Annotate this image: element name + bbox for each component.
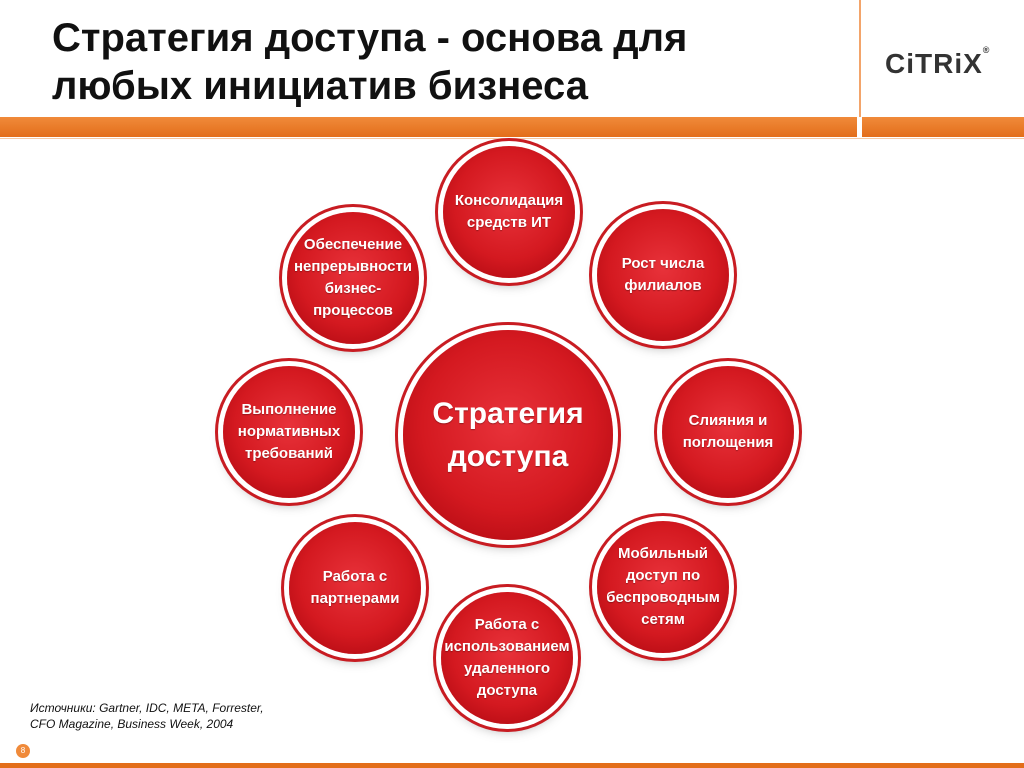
node-branch-growth bbox=[597, 209, 729, 341]
node-label: Работа с партнерами bbox=[310, 568, 400, 607]
node-label: Слияния и поглощения bbox=[682, 412, 774, 451]
center-circle bbox=[403, 330, 613, 540]
node-label: Консолидация средств ИТ bbox=[454, 192, 564, 231]
node-label: Работа с использованием удаленного доступа bbox=[444, 616, 570, 699]
header-divider bbox=[859, 0, 861, 117]
citrix-logo-text: CiTRiX bbox=[885, 48, 983, 79]
slide-title-line-2: любых инициатив бизнеса bbox=[52, 64, 588, 108]
node-label: Обеспечение непрерывности бизнес- процессов bbox=[293, 236, 413, 319]
node-consolidation bbox=[443, 146, 575, 278]
node-label: Мобильный доступ по беспроводным сетям bbox=[606, 545, 720, 628]
header-bar-right bbox=[862, 117, 1024, 137]
header-bar-left bbox=[0, 117, 857, 137]
node-partners bbox=[289, 522, 421, 654]
center-circle-label: Стратегия доступа bbox=[432, 397, 584, 473]
citrix-logo bbox=[885, 44, 991, 80]
registered-mark: ® bbox=[982, 44, 991, 55]
header-underline bbox=[0, 138, 1024, 139]
node-compliance bbox=[223, 366, 355, 498]
slide-title-line-1: Стратегия доступа - основа для bbox=[52, 16, 688, 60]
page-number: 8 bbox=[16, 744, 30, 758]
sources-note: Источники: Gartner, IDC, META, Forrester, CFO Magazine, Business Week, 2004 bbox=[30, 701, 264, 731]
node-mergers bbox=[662, 366, 794, 498]
footer-bar bbox=[0, 763, 1024, 768]
node-mobile-wireless bbox=[597, 521, 729, 653]
slide-title bbox=[52, 14, 832, 110]
node-business-continuity bbox=[287, 212, 419, 344]
node-label: Рост числа филиалов bbox=[621, 255, 705, 294]
node-remote-access bbox=[441, 592, 573, 724]
node-label: Выполнение нормативных требований bbox=[237, 401, 341, 462]
